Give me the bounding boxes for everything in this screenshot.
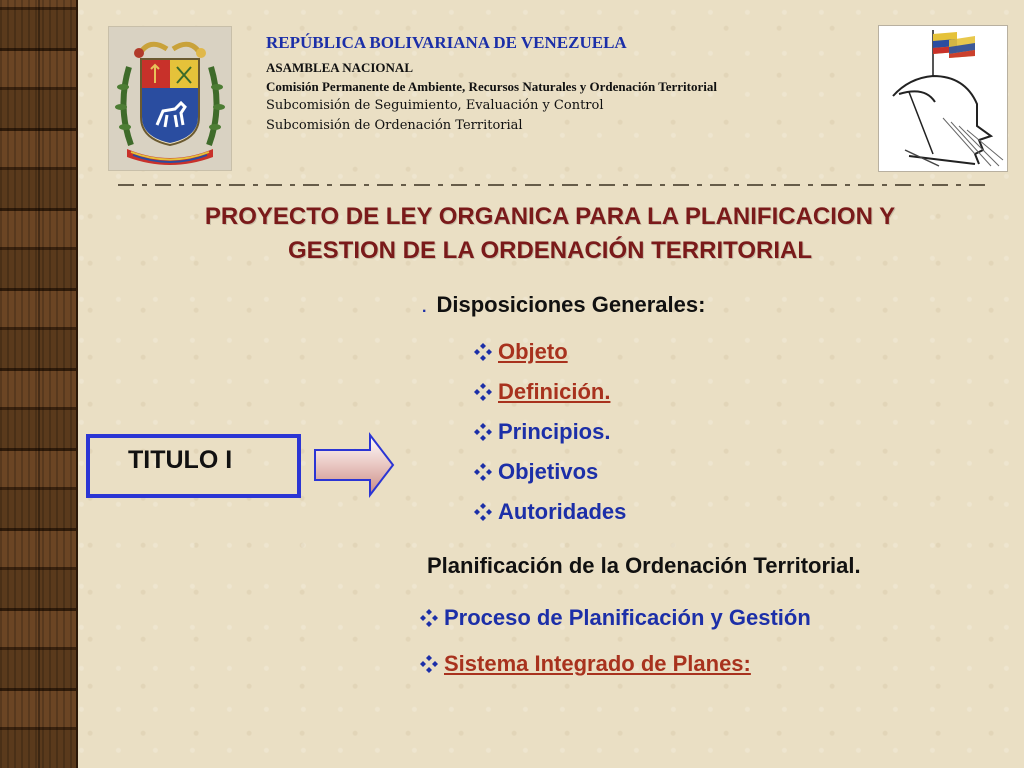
- page-title: [110, 200, 990, 268]
- section-bullet: .: [422, 299, 427, 316]
- list-item-sistema[interactable]: [416, 641, 811, 687]
- title-line-2: GESTION DE LA ORDENACIÓN TERRITORIAL: [287, 237, 812, 264]
- diamond-bullet-icon: [416, 653, 442, 675]
- diamond-bullet-icon: [470, 461, 496, 483]
- institution-header: [266, 30, 717, 133]
- title-line-1: PROYECTO DE LEY ORGANICA PARA LA PLANIFICACION Y: [204, 203, 896, 230]
- diamond-bullet-icon: [416, 607, 442, 629]
- right-arrow-icon: [312, 432, 396, 498]
- diamond-bullet-icon: [470, 381, 496, 403]
- commission-name: Comisión Permanente de Ambiente, Recursos Naturales y Ordenación Territorial: [266, 79, 717, 94]
- country-name: REPÚBLICA BOLIVARIANA DE VENEZUELA: [266, 33, 627, 52]
- coat-of-arms-icon: [108, 26, 232, 171]
- list-item-proceso: [416, 595, 811, 641]
- dashed-divider: [118, 178, 992, 192]
- flag-profile-logo-icon: [878, 25, 1008, 172]
- subcommission-control: Subcomisión de Seguimiento, Evaluación y Control: [266, 98, 604, 113]
- wood-sidebar: [0, 0, 78, 768]
- diamond-bullet-icon: [470, 421, 496, 443]
- list-item-definicion[interactable]: [470, 372, 626, 412]
- list-item-autoridades: [470, 492, 626, 532]
- diamond-bullet-icon: [470, 501, 496, 523]
- assembly-name: ASAMBLEA NACIONAL: [266, 60, 413, 75]
- list-item-objetivos: [470, 452, 626, 492]
- section-heading-text: Disposiciones Generales:: [436, 292, 706, 317]
- link-sistema[interactable]: Sistema Integrado de Planes:: [444, 651, 751, 676]
- link-definicion[interactable]: Definición.: [498, 379, 611, 404]
- text-objetivos: Objetivos: [498, 459, 599, 484]
- link-objeto[interactable]: Objeto: [498, 339, 568, 364]
- diamond-bullet-icon: [470, 341, 496, 363]
- list-item-objeto[interactable]: [470, 332, 626, 372]
- disposiciones-list: [470, 332, 626, 532]
- text-autoridades: Autoridades: [498, 499, 627, 524]
- text-principios: Principios.: [498, 419, 611, 444]
- list-item-principios: [470, 412, 626, 452]
- titulo-label: TITULO I: [128, 446, 233, 474]
- text-proceso: Proceso de Planificación y Gestión: [444, 605, 811, 630]
- planificacion-list: [416, 595, 811, 687]
- section-heading-planificacion: Planificación de la Ordenación Territorial.: [427, 553, 861, 578]
- titulo-box: [86, 434, 301, 498]
- section-heading-disposiciones: [422, 292, 705, 318]
- subcommission-territorial: Subcomisión de Ordenación Territorial: [266, 118, 523, 133]
